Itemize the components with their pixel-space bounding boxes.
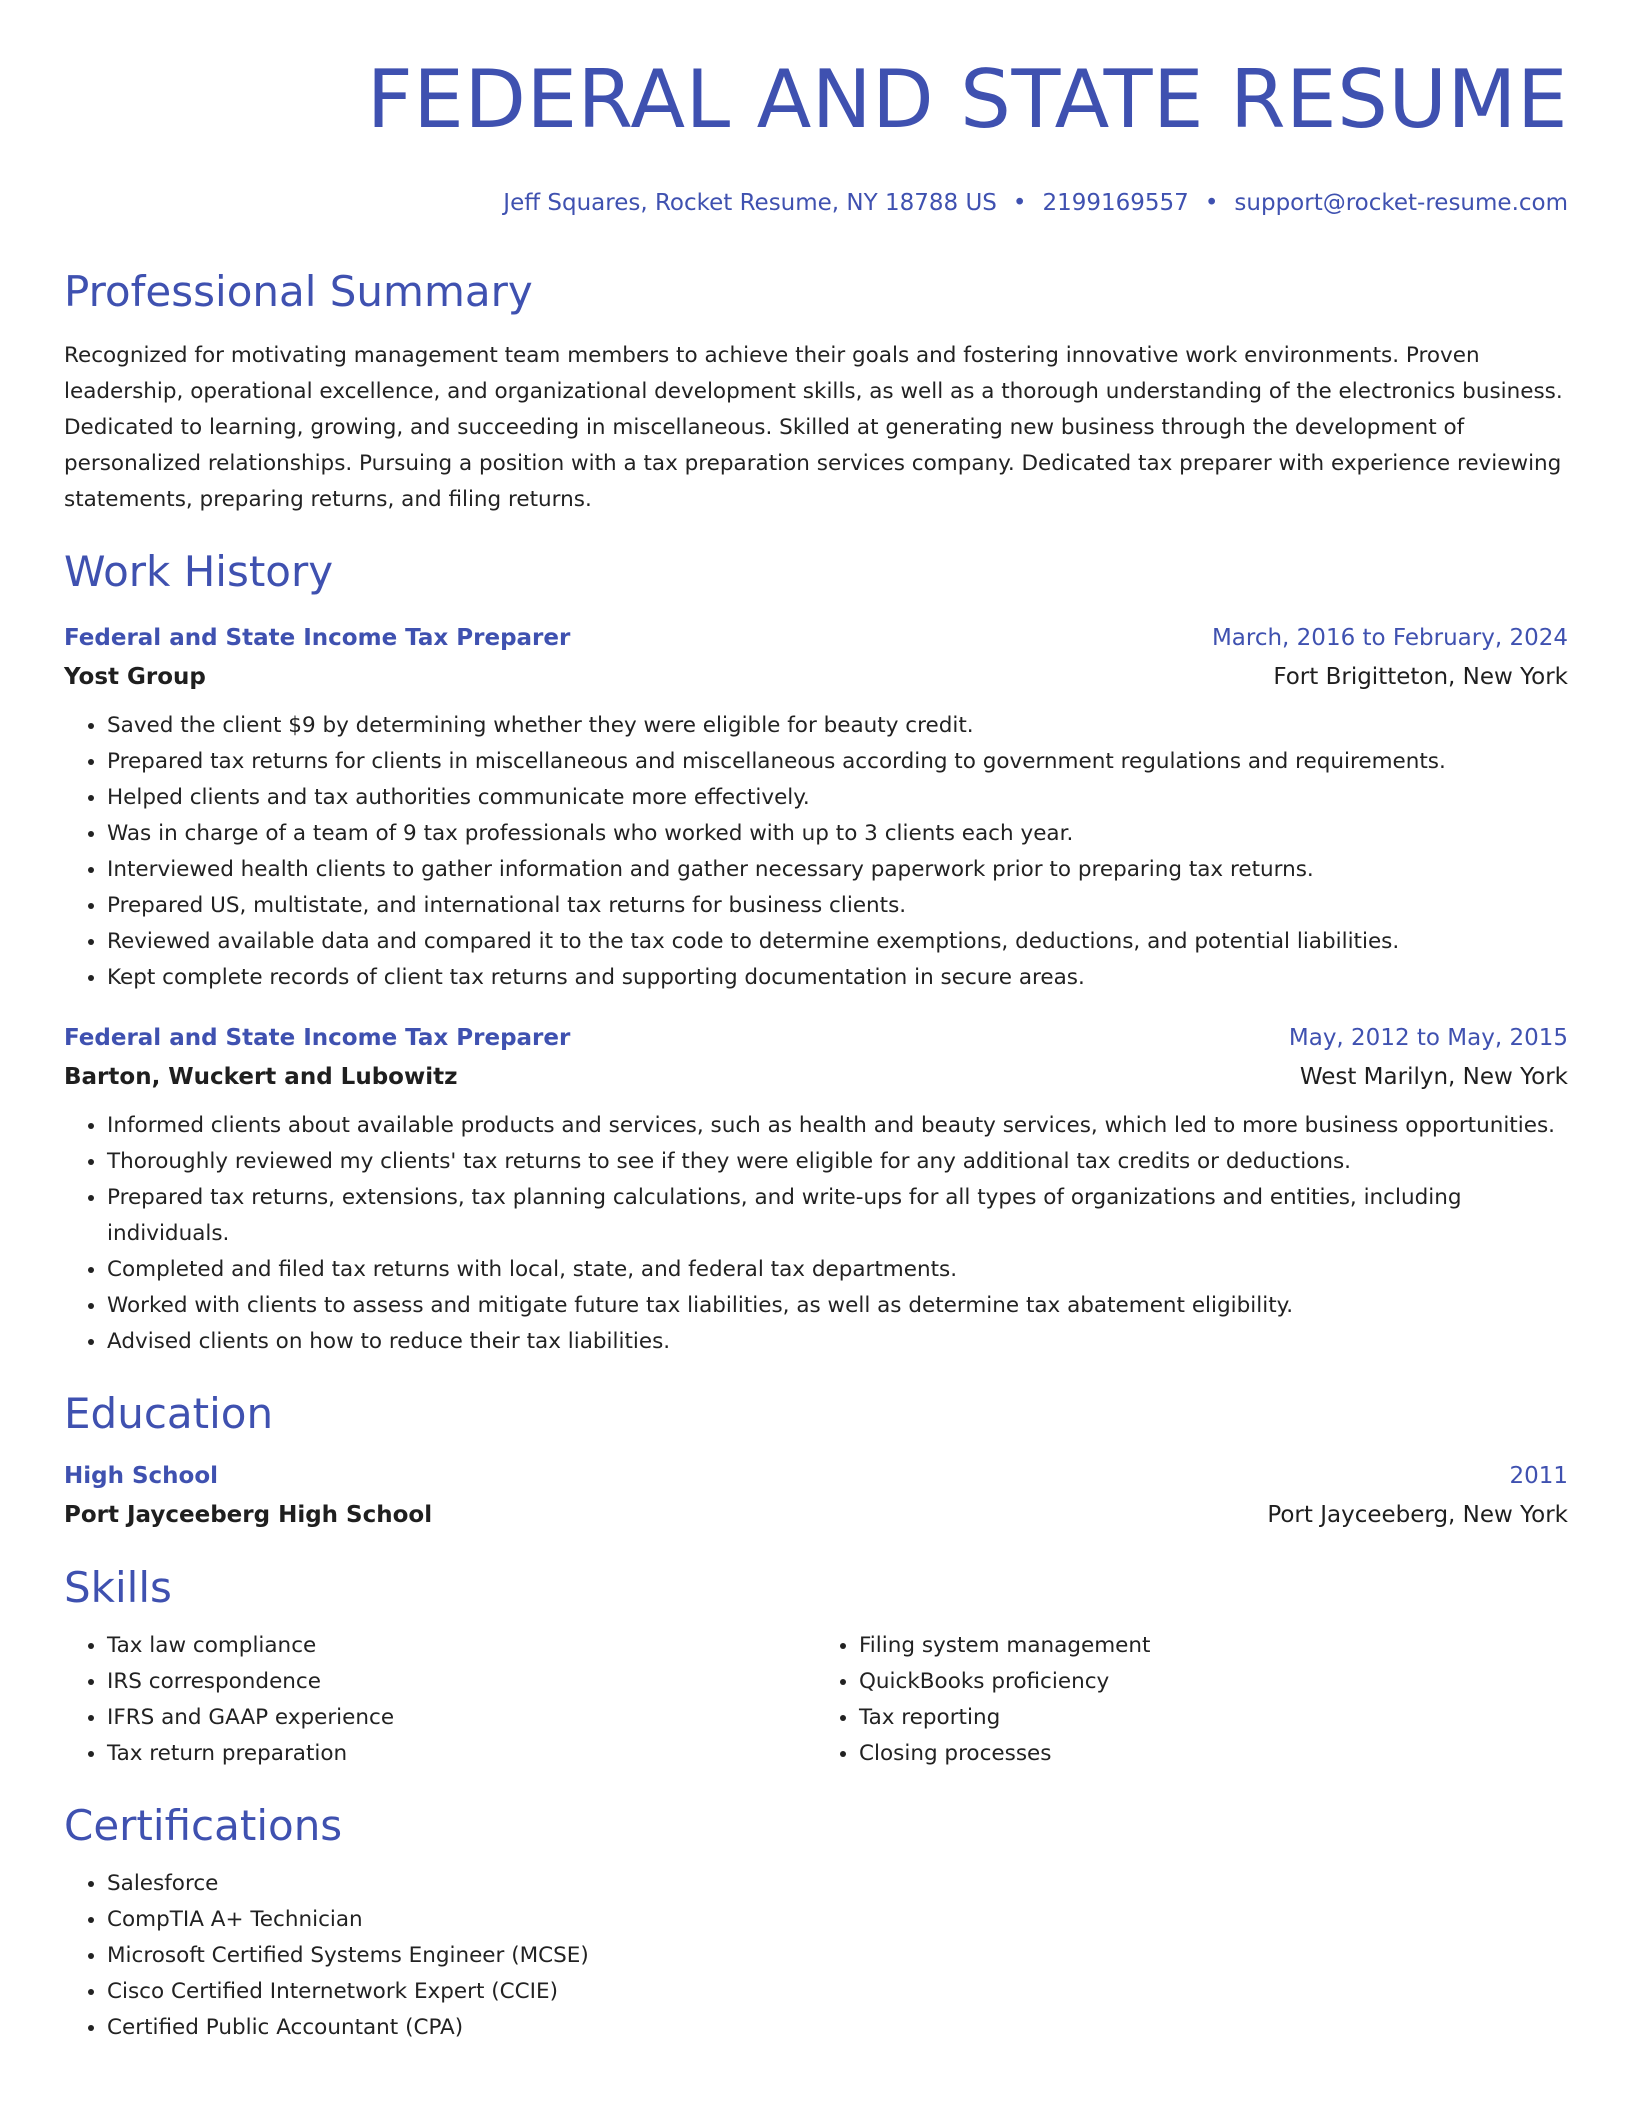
certifications-heading: Certifications	[64, 1801, 343, 1850]
skill-item: • Tax law compliance	[107, 1628, 816, 1664]
job-title: Federal and State Income Tax Preparer	[64, 625, 571, 651]
certification-item: • Salesforce	[107, 1866, 1568, 1902]
skill-item: • Filing system management	[859, 1628, 1568, 1664]
certification-item: • Certified Public Accountant (CPA)	[107, 2010, 1568, 2046]
contact-email: support@rocket-resume.com	[1234, 190, 1568, 216]
contact-address: Jeff Squares, Rocket Resume, NY 18788 US	[503, 190, 997, 216]
job-location: West Marilyn, New York	[1299, 1064, 1568, 1090]
job-company: Yost Group	[64, 664, 206, 690]
job-bullet: • Reviewed available data and compared it to the tax code to determine exemptions, deductions, and potential liabilities.	[107, 924, 1568, 960]
education-degree: High School	[64, 1463, 219, 1489]
contact-separator: •	[1012, 190, 1027, 216]
skill-item: • Closing processes	[859, 1736, 1568, 1772]
job-bullet: • Saved the client $9 by determining whether they were eligible for beauty credit.	[107, 708, 1568, 744]
certification-item: • CompTIA A+ Technician	[107, 1902, 1568, 1938]
skill-item: • Tax return preparation	[107, 1736, 816, 1772]
job-bullet: • Was in charge of a team of 9 tax professionals who worked with up to 3 clients each year.	[107, 816, 1568, 852]
education-year: 2011	[1509, 1463, 1568, 1489]
job-title: Federal and State Income Tax Preparer	[64, 1025, 571, 1051]
education-school: Port Jayceeberg High School	[64, 1502, 433, 1528]
job-bullet: • Completed and filed tax returns with local, state, and federal tax departments.	[107, 1252, 1568, 1288]
education-location: Port Jayceeberg, New York	[1267, 1502, 1568, 1528]
job-bullet: • Prepared tax returns, extensions, tax planning calculations, and write-ups for all types of organizations and entities, including individuals.	[107, 1180, 1568, 1252]
skills-section	[64, 1562, 1568, 1772]
contact-line	[64, 188, 1568, 218]
education-entry	[64, 1456, 1568, 1534]
skill-item: • IRS correspondence	[107, 1664, 816, 1700]
skills-grid	[64, 1628, 1568, 1772]
education-section	[64, 1388, 1568, 1534]
job-bullet: • Advised clients on how to reduce their tax liabilities.	[107, 1324, 1568, 1360]
certification-item: • Cisco Certified Internetwork Expert (CCIE)	[107, 1974, 1568, 2010]
job-bullets	[64, 708, 1568, 996]
certifications-list	[64, 1866, 1568, 2046]
skills-list	[64, 1628, 816, 1772]
job-bullet: • Informed clients about available products and services, such as health and beauty services, which led to more business opportunities.	[107, 1108, 1568, 1144]
skills-list	[816, 1628, 1568, 1772]
certification-item: • Microsoft Certified Systems Engineer (MCSE)	[107, 1938, 1568, 1974]
skills-heading: Skills	[64, 1563, 172, 1612]
job-bullet: • Interviewed health clients to gather information and gather necessary paperwork prior to preparing tax returns.	[107, 852, 1568, 888]
skill-item: • QuickBooks proficiency	[859, 1664, 1568, 1700]
job-bullets	[64, 1108, 1568, 1360]
job-bullet: • Helped clients and tax authorities communicate more effectively.	[107, 780, 1568, 816]
job-bullet: • Prepared tax returns for clients in miscellaneous and miscellaneous according to government regulations and requirements.	[107, 744, 1568, 780]
contact-phone: 2199169557	[1042, 190, 1189, 216]
summary-heading: Professional Summary	[64, 267, 533, 316]
work-history-section	[64, 546, 1568, 1360]
job-entry	[64, 1018, 1568, 1360]
skill-item: • IFRS and GAAP experience	[107, 1700, 816, 1736]
summary-text: Recognized for motivating management team members to achieve their goals and fostering innovative work environments. Proven leadership, operational excellence, and organizational development skills, as well as a thorough understanding of the electronics business. Dedicated to learning, growing, and succeeding in miscellaneous. Skilled at generating new business through the development of personalized relationships. Pursuing a position with a tax preparation services company. Dedicated tax preparer with experience reviewing statements, preparing returns, and filing returns.	[64, 343, 1563, 512]
job-location: Fort Brigitteton, New York	[1273, 664, 1568, 690]
job-dates: March, 2016 to February, 2024	[1211, 625, 1568, 651]
work-history-heading: Work History	[64, 547, 334, 596]
skill-item: • Tax reporting	[859, 1700, 1568, 1736]
job-bullet: • Worked with clients to assess and mitigate future tax liabilities, as well as determine tax abatement eligibility.	[107, 1288, 1568, 1324]
certifications-section	[64, 1800, 1568, 2046]
job-company: Barton, Wuckert and Lubowitz	[64, 1064, 458, 1090]
job-bullet: • Prepared US, multistate, and international tax returns for business clients.	[107, 888, 1568, 924]
contact-separator: •	[1204, 190, 1219, 216]
resume-title: FEDERAL AND STATE RESUME	[366, 53, 1568, 146]
job-dates: May, 2012 to May, 2015	[1288, 1025, 1568, 1051]
skills-column-left	[64, 1628, 816, 1772]
job-entry	[64, 618, 1568, 996]
skills-column-right	[816, 1628, 1568, 1772]
education-heading: Education	[64, 1389, 274, 1438]
job-bullet: • Kept complete records of client tax returns and supporting documentation in secure areas.	[107, 960, 1568, 996]
job-bullet: • Thoroughly reviewed my clients' tax returns to see if they were eligible for any additional tax credits or deductions.	[107, 1144, 1568, 1180]
